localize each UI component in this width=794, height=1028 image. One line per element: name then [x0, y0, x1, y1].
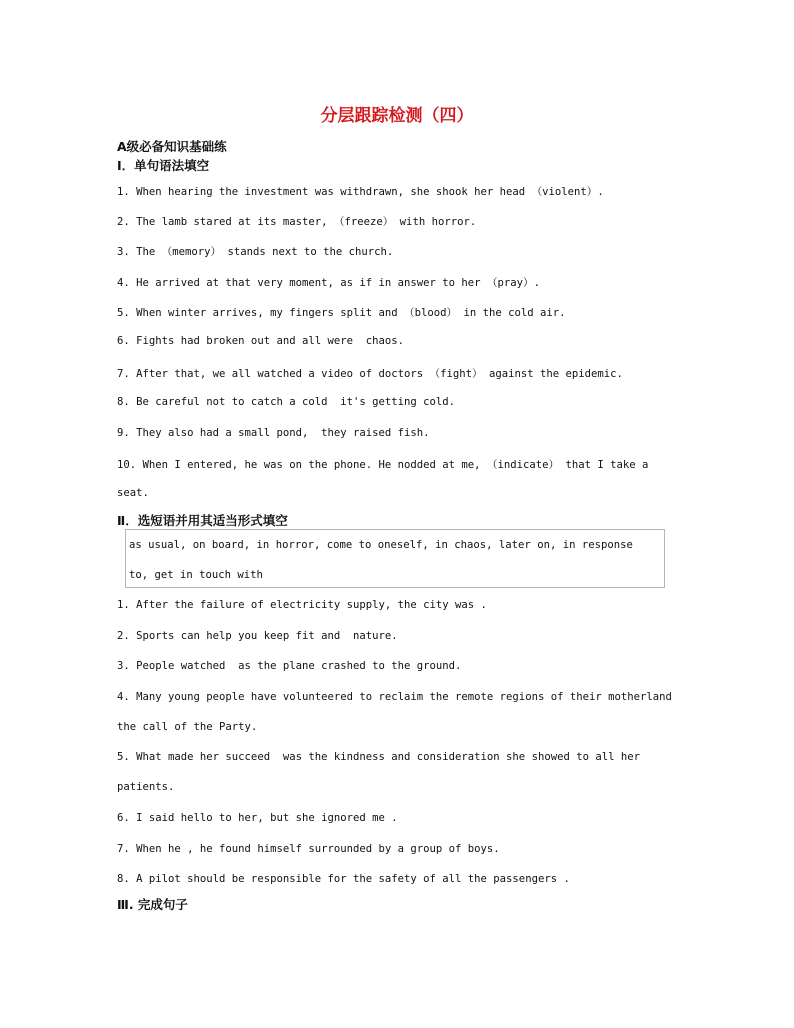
exercise-line: 1. After the failure of electricity supply, the city was .: [117, 599, 487, 611]
exercise-line: 9. They also had a small pond, they raised fish.: [117, 427, 430, 439]
exercise-line: 5. When winter arrives, my fingers split and （blood） in the cold air.: [117, 307, 566, 319]
exercise-line: 8. A pilot should be responsible for the safety of all the passengers .: [117, 873, 570, 885]
section1-heading: Ⅰ．单句语法填空: [117, 158, 210, 173]
level-heading: A级必备知识基础练: [117, 139, 227, 154]
exercise-line: 2. The lamb stared at its master, （freeze） with horror.: [117, 216, 477, 228]
exercise-line: 6. Fights had broken out and all were chaos.: [117, 335, 405, 347]
section2-heading: Ⅱ．选短语并用其适当形式填空: [117, 513, 288, 528]
exercise-line: 8. Be careful not to catch a cold it's getting cold.: [117, 396, 456, 408]
exercise-line: 3. The （memory） stands next to the church.: [117, 246, 394, 258]
exercise-line: 2. Sports can help you keep fit and nature.: [117, 630, 398, 642]
exercise-line: 7. After that, we all watched a video of doctors （fight） against the epidemic.: [117, 368, 623, 380]
page-title: 分层跟踪检测（四）: [320, 106, 474, 126]
exercise-line: 1. When hearing the investment was withdrawn, she shook her head （violent）.: [117, 186, 604, 198]
exercise-line: 3. People watched as the plane crashed to the ground.: [117, 660, 462, 672]
exercise-line: seat.: [117, 487, 149, 499]
exercise-line: 6. I said hello to her, but she ignored me .: [117, 812, 398, 824]
exercise-line: 7. When he , he found himself surrounded by a group of boys.: [117, 843, 500, 855]
exercise-line: 10. When I entered, he was on the phone. He nodded at me, （indicate） that I take a: [117, 459, 649, 471]
exercise-line: the call of the Party.: [117, 721, 258, 733]
exercise-line: patients.: [117, 781, 175, 793]
exercise-line: 5. What made her succeed was the kindness and consideration she showed to all her: [117, 751, 640, 763]
exercise-line: 4. Many young people have volunteered to reclaim the remote regions of their motherland: [117, 691, 672, 703]
phrase-bank-line: as usual, on board, in horror, come to oneself, in chaos, later on, in response: [129, 539, 633, 551]
phrase-bank-box: [125, 529, 665, 588]
phrase-bank-line: to, get in touch with: [129, 569, 263, 581]
section3-heading: Ⅲ. 完成句子: [117, 897, 188, 912]
exercise-line: 4. He arrived at that very moment, as if in answer to her （pray）.: [117, 277, 540, 289]
